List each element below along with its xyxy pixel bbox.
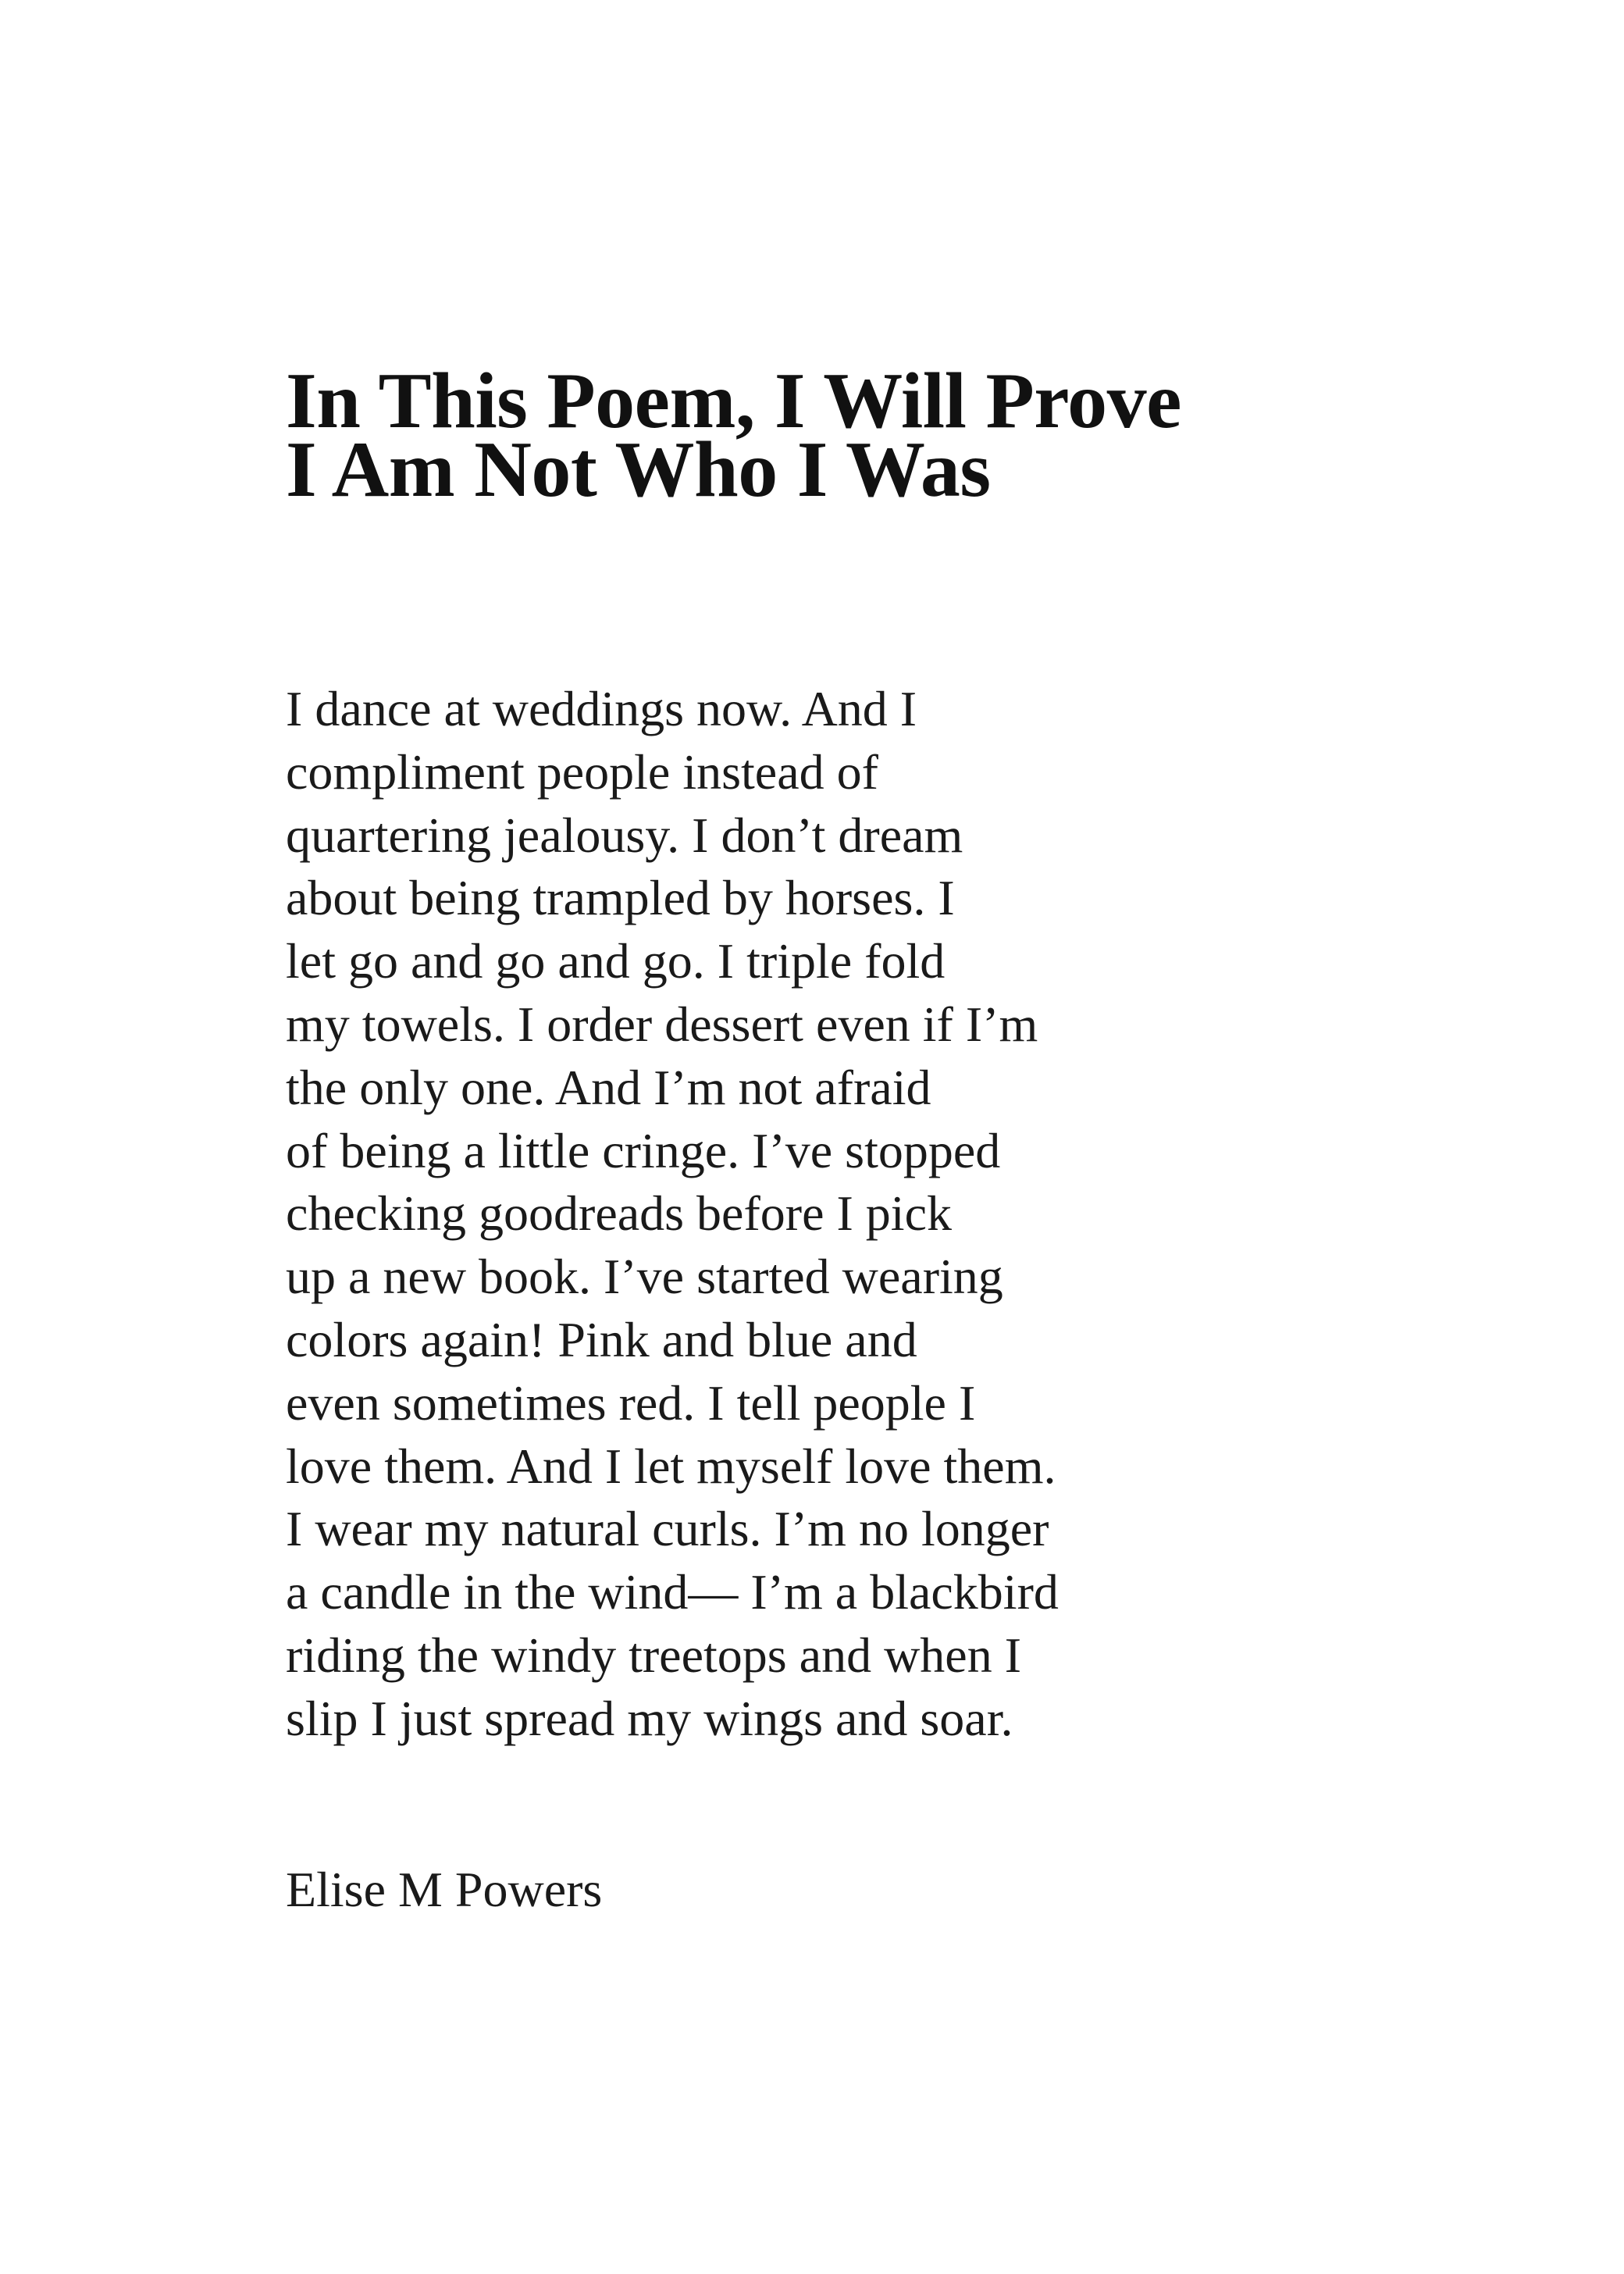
poem-line: colors again! Pink and blue and (286, 1311, 917, 1367)
poem-line: of being a little cringe. I’ve stopped (286, 1122, 1001, 1178)
poem-line: I wear my natural curls. I’m no longer (286, 1501, 1049, 1557)
poem-title (286, 357, 1181, 514)
poem-line: up a new book. I’ve started wearing (286, 1249, 1003, 1305)
poem-line: compliment people instead of (286, 743, 878, 800)
poem-line: quartering jealousy. I don’t dream (286, 807, 963, 863)
poem-line: love them. And I let myself love them. (286, 1438, 1056, 1494)
poem-body (286, 678, 1059, 1751)
poem-line: slip I just spread my wings and soar. (286, 1690, 1013, 1746)
poem-line: the only one. And I’m not afraid (286, 1059, 931, 1115)
poem-line: even sometimes red. I tell people I (286, 1374, 976, 1431)
poem-title-line: In This Poem, I Will Prove (286, 357, 1181, 445)
poem-line: let go and go and go. I triple fold (286, 933, 946, 989)
poem-author: Elise M Powers (286, 1862, 603, 1917)
poem-line: checking goodreads before I pick (286, 1185, 952, 1242)
poem-line: a candle in the wind— I’m a blackbird (286, 1564, 1059, 1620)
poem-title-line: I Am Not Who I Was (286, 426, 991, 514)
poem-line: my towels. I order dessert even if I’m (286, 996, 1038, 1052)
poem-line: about being trampled by horses. I (286, 870, 955, 926)
poem-line: riding the windy treetops and when I (286, 1627, 1021, 1683)
poem-line: I dance at weddings now. And I (286, 681, 917, 736)
